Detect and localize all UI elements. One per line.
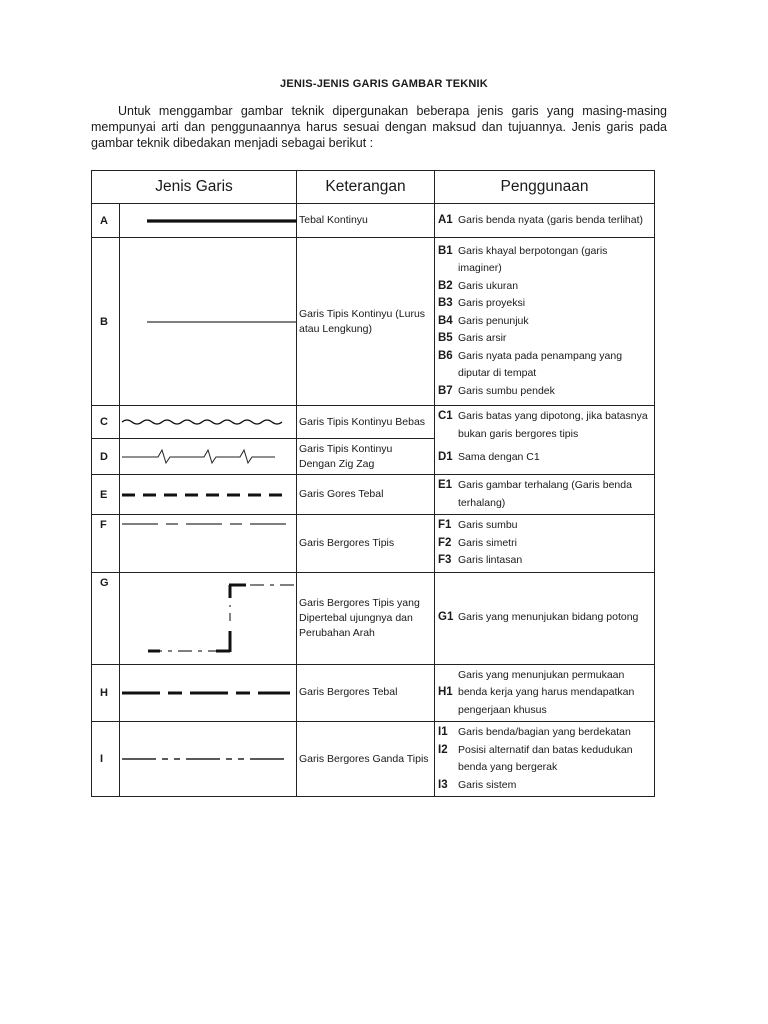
row-penggunaan [435,572,655,664]
row-code: B [92,238,120,406]
row-code: F [92,515,120,573]
table-row [92,406,655,439]
use-text: Garis yang menunjukan bidang potong [458,611,639,624]
use-text: Garis batas yang dipotong, jika batasnya bukan garis bergores tipis [458,410,648,440]
header-penggunaan: Penggunaan [435,171,655,204]
line-sample-d [120,439,297,475]
row-keterangan: Garis Tipis Kontinyu (Lurus atau Lengkung) [297,238,435,406]
use-text: Garis penunjuk [458,314,529,327]
use-code: B1 [438,244,453,257]
document-title: JENIS-JENIS GARIS GAMBAR TEKNIK [280,78,488,90]
use-code: B7 [438,384,453,397]
use-text: Garis gambar terhalang (Garis benda terhalang) [458,479,632,509]
row-code: H [92,664,120,722]
line-sample-c [120,406,297,439]
use-code: B2 [438,279,453,292]
use-code: B3 [438,297,453,310]
use-text: Posisi alternatif dan batas kedudukan benda yang bergerak [458,743,633,773]
use-code: F2 [438,536,452,549]
line-sample-g [120,572,297,664]
row-keterangan: Garis Bergores Tebal [297,664,435,722]
header-keterangan: Keterangan [297,171,435,204]
table-row [92,475,655,515]
use-code: G1 [438,611,454,624]
table-row [92,722,655,797]
row-code: I [92,722,120,797]
table-row [92,664,655,722]
row-penggunaan [435,664,655,722]
use-text: Garis yang menunjukan permukaan benda kerja yang harus mendapatkan pengerjaan khusus [458,668,635,716]
row-code: A [92,204,120,238]
line-sample-a [120,204,297,238]
use-text: Garis sumbu [458,519,518,531]
use-code: B4 [438,314,453,327]
use-code: I2 [438,743,448,756]
use-text: Sama dengan C1 [458,451,540,463]
intro-paragraph [91,103,667,151]
row-penggunaan [435,515,655,573]
table-row [92,238,655,406]
row-keterangan: Garis Bergores Tipis [297,515,435,573]
use-code: E1 [438,479,453,491]
use-text: Garis benda nyata (garis benda terlihat) [458,213,644,226]
table-row [92,204,655,238]
row-keterangan: Garis Bergores Ganda Tipis [297,722,435,797]
row-code: G [92,572,120,664]
line-sample-b [120,238,297,406]
row-penggunaan [435,238,655,406]
row-penggunaan [435,204,655,238]
row-code: C [92,406,120,439]
row-code: E [92,475,120,515]
line-sample-h [120,664,297,722]
row-keterangan: Garis Bergores Tipis yang Dipertebal ujungnya dan Perubahan Arah [297,572,435,664]
use-code: C1 [438,410,453,422]
row-keterangan: Garis Tipis Kontinyu Dengan Zig Zag [297,439,435,475]
use-text: Garis benda/bagian yang berdekatan [458,726,631,738]
use-code: F3 [438,554,452,566]
row-code: D [92,439,120,475]
use-code: I1 [438,726,448,738]
table-row [92,572,655,664]
row-keterangan: Tebal Kontinyu [297,204,435,238]
use-text: Garis arsir [458,332,507,345]
line-types-table [91,170,655,797]
intro-text: Untuk menggambar gambar teknik dipergunakan beberapa jenis garis yang masing-masing mempunyai arti dan penggunaannya harus sesuai dengan maksud dan tujuannya. Jenis garis pada gambar teknik dibedakan menjadi sebagai berikut : [91,104,667,150]
header-jenis: Jenis Garis [92,171,297,204]
use-text: Garis simetri [458,536,517,549]
row-penggunaan [435,475,655,515]
use-code: I3 [438,778,448,791]
use-text: Garis khayal berpotongan (garis imaginer) [458,244,608,275]
use-code: A1 [438,213,453,226]
use-text: Garis nyata pada penampang yang diputar di tempat [458,349,623,380]
row-penggunaan [435,722,655,797]
row-penggunaan [435,406,655,475]
line-sample-f [120,515,297,573]
row-keterangan: Garis Tipis Kontinyu Bebas [297,406,435,439]
use-text: Garis proyeksi [458,297,526,310]
use-code: B6 [438,349,453,362]
use-code: H1 [438,685,453,698]
use-code: B5 [438,332,453,345]
use-code: D1 [438,451,453,463]
use-text: Garis ukuran [458,279,519,292]
use-text: Garis sumbu pendek [458,384,555,397]
row-keterangan: Garis Gores Tebal [297,475,435,515]
table-row [92,515,655,573]
use-text: Garis sistem [458,778,517,791]
use-text: Garis lintasan [458,554,523,566]
use-code: F1 [438,519,452,531]
table-header-row [92,171,655,204]
line-sample-i [120,722,297,797]
line-sample-e [120,475,297,515]
